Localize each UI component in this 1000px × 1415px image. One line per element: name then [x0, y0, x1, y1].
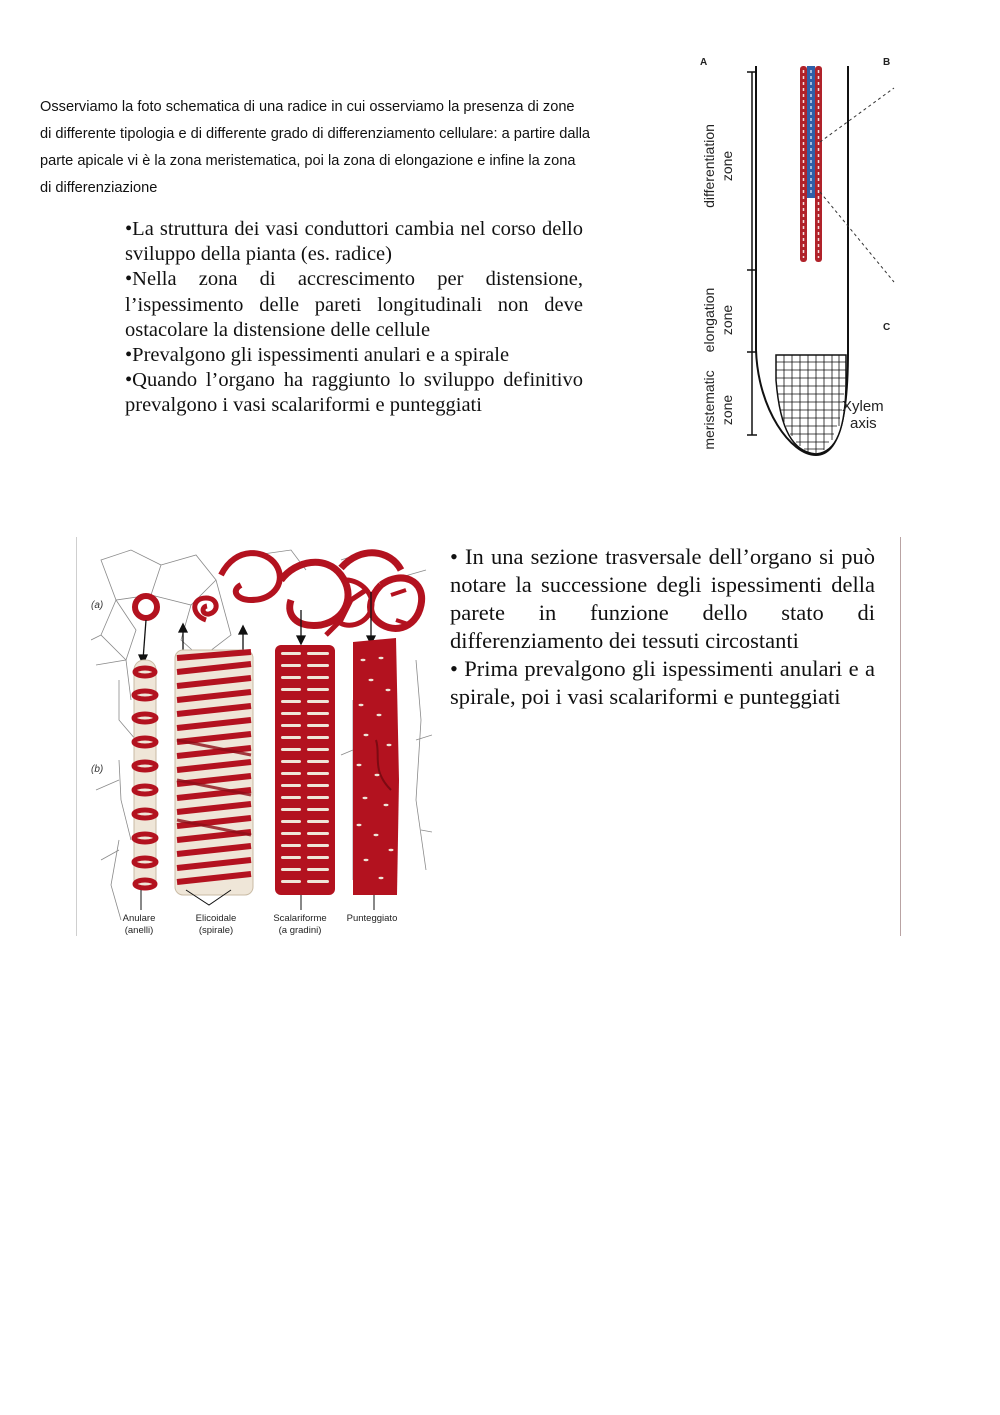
label-b: (b) — [91, 764, 104, 775]
panel-b-label: B — [883, 57, 891, 68]
intro-line: parte apicale vi è la zona meristematica, poi la zona di elongazione e infine la zona — [40, 153, 576, 169]
svg-text:differentiation: differentiation — [701, 124, 717, 208]
bullet-item: •Prevalgono gli ispessimenti anulari e a spirale — [125, 344, 510, 367]
bullet-item: • In una sezione trasversale dell’organo si può notare la successione degli ispessimenti della parete in funzione dello stato di differenziamento dei tessuti circostanti — [450, 544, 875, 653]
label-a: (a) — [91, 600, 104, 611]
intro-line: Osserviamo la foto schematica di una radice in cui osserviamo la presenza di zone — [40, 99, 575, 115]
vessel-type-name: Scalariforme — [273, 913, 327, 924]
intro-line: di differente tipologia e di differente grado di differenziamento cellulare: a partire dalla — [40, 126, 591, 142]
intro-line: di differenziazione — [40, 180, 158, 196]
svg-text:zone: zone — [719, 150, 735, 182]
svg-text:elongation: elongation — [701, 287, 717, 353]
vessel-type-name: Elicoidale — [195, 913, 237, 924]
xylem-axis-label: axis — [850, 415, 877, 432]
zoom-line — [820, 192, 894, 282]
cross-section-bullets — [450, 543, 875, 711]
xylem-axis-label: Xylem — [842, 398, 884, 415]
zoom-line — [820, 88, 894, 142]
intro-paragraph — [40, 94, 670, 202]
vessel-type-note: (a gradini) — [278, 925, 322, 936]
panel-c-label: C — [883, 322, 891, 333]
vessel-type-name: Punteggiato — [346, 913, 398, 924]
svg-text:zone: zone — [719, 394, 735, 426]
meristematic-zone-label — [701, 370, 735, 449]
helical-vessel — [175, 650, 253, 895]
root-zones-figure — [696, 50, 900, 464]
scalariform-vessel — [275, 645, 335, 895]
panel-a-label: A — [700, 57, 708, 68]
elongation-zone-label — [701, 288, 735, 353]
vessel-type-note: (spirale) — [198, 925, 234, 936]
annular-vessel — [134, 660, 156, 890]
vessel-type-note: (anelli) — [124, 925, 154, 936]
bullet-item: • Prima prevalgono gli ispessimenti anulari e a spirale, poi i vasi scalariformi e punteggiati — [450, 656, 875, 709]
pitted-vessel — [353, 638, 399, 895]
svg-text:meristematic: meristematic — [701, 370, 717, 450]
bullet-item: •Nella zona di accrescimento per distensione, l’ispessimento delle pareti longitudinali non deve ostacolare la distensione delle cellule — [125, 268, 583, 341]
vessel-development-bullets — [125, 217, 583, 419]
differentiation-zone-label — [701, 124, 735, 208]
bullet-item: •Quando l’organo ha raggiunto lo sviluppo definitivo prevalgono i vasi scalariformi e punteggiati — [125, 369, 583, 417]
vessel-type-name: Anulare — [122, 913, 156, 924]
bullet-item: •La struttura dei vasi conduttori cambia nel corso dello sviluppo della pianta (es. radice) — [125, 218, 583, 266]
meristem-cell-mesh — [776, 355, 846, 454]
vessel-types-figure — [91, 540, 432, 936]
svg-text:zone: zone — [719, 304, 735, 336]
